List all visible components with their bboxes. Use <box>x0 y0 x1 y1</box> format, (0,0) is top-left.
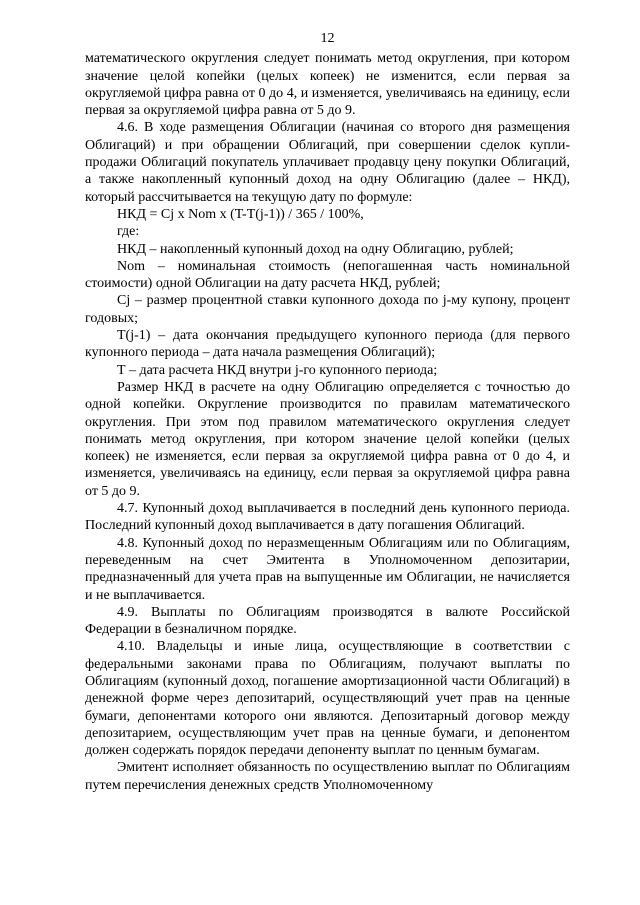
paragraph: НКД – накопленный купонный доход на одну Облигацию, рублей; <box>117 241 514 257</box>
paragraph: 4.7. Купонный доход выплачивается в последний день купонного периода. Последний купонный доход выплачивается в дату погашения Облигаций. <box>85 501 570 534</box>
paragraph: Эмитент исполняет обязанность по осуществлению выплат по Облигациям путем перечисления денежных средств Уполномоченному <box>85 760 570 793</box>
paragraph: Cj – размер процентной ставки купонного дохода по j-му купону, процент годовых; <box>85 293 570 326</box>
page-number: 12 <box>320 31 335 46</box>
body-text <box>85 50 570 794</box>
paragraph: 4.8. Купонный доход по неразмещенным Облигациям или по Облигациям, переведенным на счет Эмитента в Уполномоченном депозитарии, предназначенный для учета прав на выпущенные им Облигации, не начисляется и не выплачивается. <box>85 535 570 603</box>
paragraph: Nom – номинальная стоимость (непогашенная часть номинальной стоимости) одной Облигации на дату расчета НКД, рублей; <box>85 258 570 292</box>
paragraph: 4.10. Владельцы и иные лица, осуществляющие в соответствии с федеральными законами права по Облигациям, получают выплаты по Облигациям (купонный доход, погашение амортизационной части Облигаций) в денежной форме через депозитарий, осуществляющий учет прав на ценные бумаги, депонентами которого они являются. Депозитарный договор между депозитарием, осуществляющим учет прав на ценные бумаги, и депонентом должен содержать порядок передачи депоненту выплат по ценным бумагам. <box>85 639 570 759</box>
paragraph: T(j-1) – дата окончания предыдущего купонного периода (для первого купонного периода – дата начала размещения Облигаций); <box>85 328 570 361</box>
paragraph: где: <box>117 224 140 240</box>
paragraph: математического округления следует понимать метод округления, при котором значение целой копейки (целых копеек) не изменится, если первая за округляемой цифра равна от 0 до 4, и изменяется, увеличиваясь на единицу, если первая за округляемой цифра равна от 5 до 9. <box>85 51 570 119</box>
paragraph: Т – дата расчета НКД внутри j-го купонного периода; <box>117 362 438 378</box>
paragraph: 4.9. Выплаты по Облигациям производятся в валюте Российской Федерации в безналичном порядке. <box>85 604 570 638</box>
paragraph: Размер НКД в расчете на одну Облигацию определяется с точностью до одной копейки. Округление производится по правилам математического округления. При этом под правилом математического округления следует понимать метод округления, при котором значение целой копейки (целых копеек) не изменяется, если первая за округляемой цифра равна от 0 до 4, и изменяется, увеличиваясь на единицу, если первая за округляемой цифра равна от 5 до 9. <box>85 379 570 499</box>
paragraph: НКД = Cj x Nom x (T-T(j-1)) / 365 / 100%, <box>117 206 364 222</box>
paragraph: 4.6. В ходе размещения Облигации (начиная со второго дня размещения Облигаций) и при обращении Облигаций, при совершении сделок купли-продажи Облигаций покупатель уплачивает продавцу цену покупки Облигаций, а также накопленный купонный доход на одну Облигацию (далее – НКД), который рассчитывается на текущую дату по формуле: <box>85 120 570 205</box>
document-page <box>85 30 570 794</box>
